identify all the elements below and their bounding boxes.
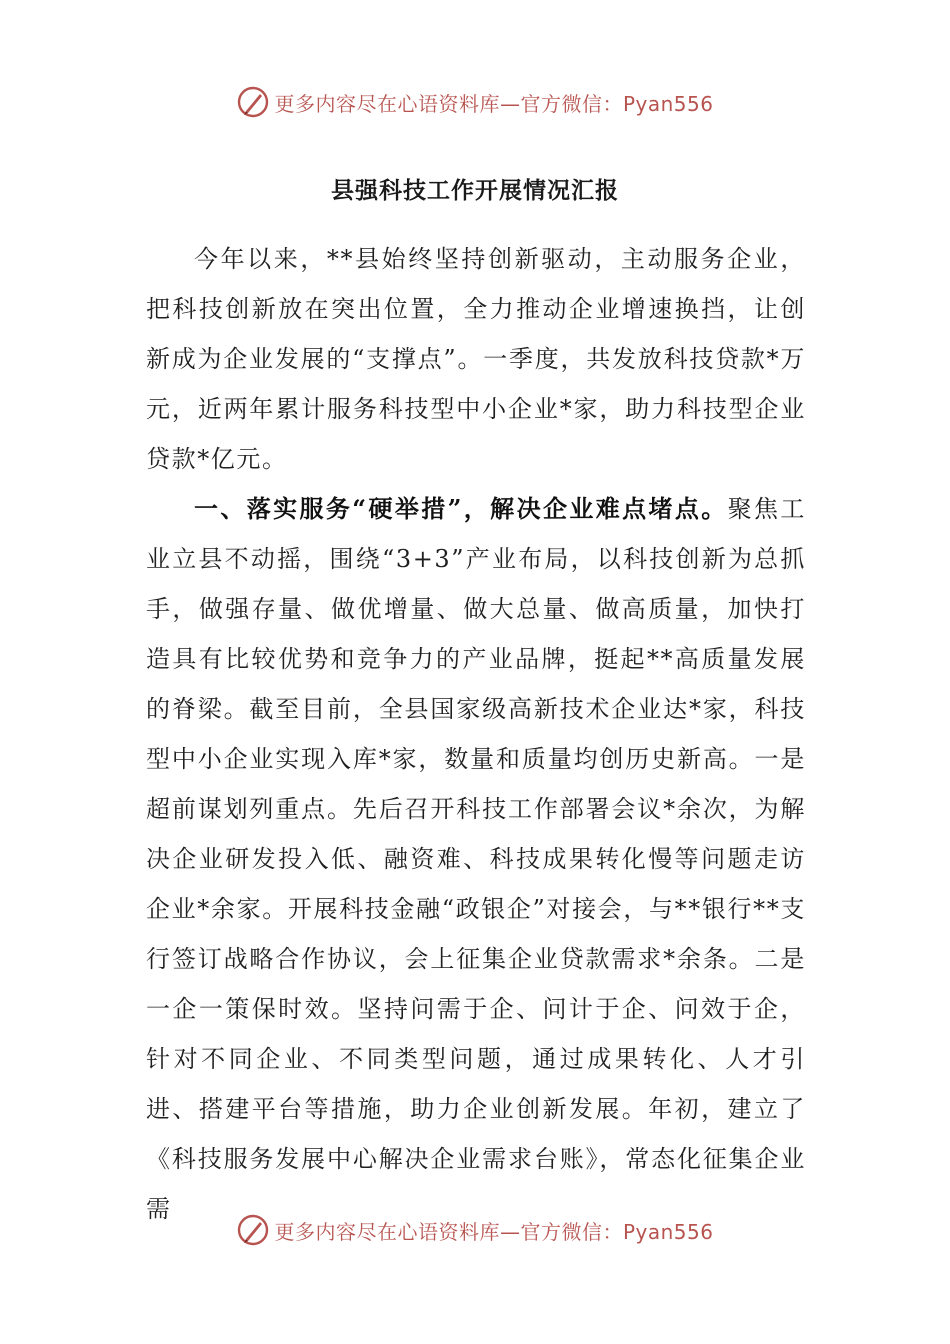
pen-logo-icon <box>236 1213 270 1247</box>
document-title: 县强科技工作开展情况汇报 <box>331 177 619 204</box>
intro-paragraph: 今年以来，**县始终坚持创新驱动，主动服务企业，把科技创新放在突出位置，全力推动企业增速换挡，让创新成为企业发展的“支撑点”。一季度，共发放科技贷款*万元，近两年累计服务科技型中小企业*家，助力科技型企业贷款*亿元。 <box>146 245 806 473</box>
watermark-banner-bottom <box>0 1210 950 1250</box>
watermark-text: 更多内容尽在心语资料库—官方微信：Pyan556 <box>274 91 714 116</box>
section-1-body: 聚焦工业立县不动摇，围绕“3+3”产业布局，以科技创新为总抓手，做强存量、做优增量、做大总量、做高质量，加快打造具有比较优势和竞争力的产业品牌，挺起**高质量发展的脊梁。截至目前，全县国家级高新技术企业达*家，科技型中小企业实现入库*家，数量和质量均创历史新高。一是超前谋划列重点。先后召开科技工作部署会议*余次，为解决企业研发投入低、融资难、科技成果转化慢等问题走访企业*余家。开展科技金融“政银企”对接会，与**银行**支行签订战略合作协议，会上征集企业贷款需求*余条。二是一企一策保时效。坚持问需于企、问计于企、问效于企，针对不同企业、不同类型问题，通过成果转化、人才引进、搭建平台等措施，助力企业创新发展。年初，建立了《科技服务发展中心解决企业需求台账》，常态化征集企业需 <box>146 495 806 1223</box>
pen-logo-icon <box>236 85 270 119</box>
section-1-heading: 一、落实服务“硬举措”，解决企业难点堵点。 <box>194 494 728 523</box>
document-body <box>146 234 806 1234</box>
watermark-text: 更多内容尽在心语资料库—官方微信：Pyan556 <box>274 1219 714 1244</box>
watermark-banner-top <box>0 82 950 122</box>
section-1-paragraph <box>146 484 806 1234</box>
